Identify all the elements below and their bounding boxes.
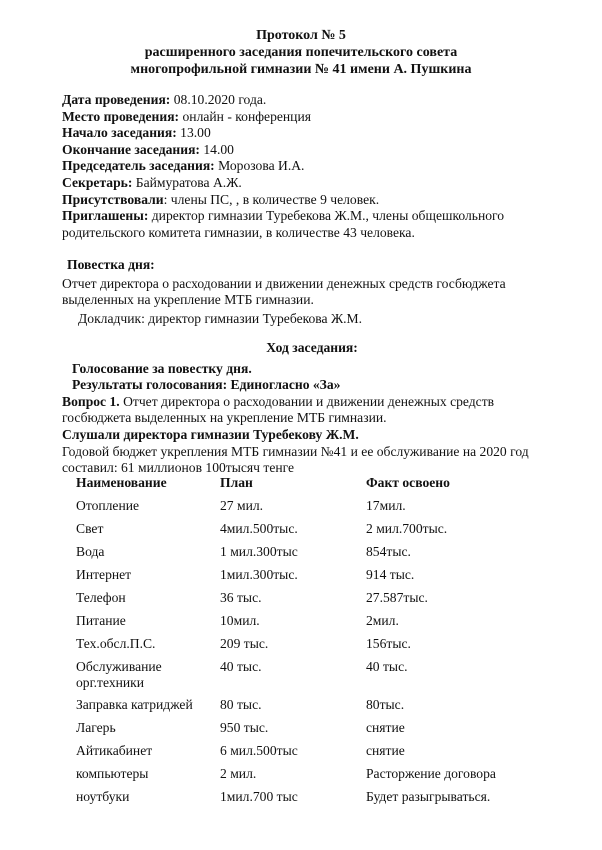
table-cell-name: Обслуживание орг.техники xyxy=(76,659,162,690)
meeting-start-value: 13.00 xyxy=(176,125,211,141)
table-cell-plan: 27 мил. xyxy=(220,498,264,513)
table-cell-fact: 2мил. xyxy=(366,613,399,628)
table-cell-name: Лагерь xyxy=(76,720,116,735)
table-row xyxy=(68,567,566,590)
table-row xyxy=(68,743,566,766)
vote-result: Результаты голосования: Единогласно «За» xyxy=(72,377,341,393)
table-cell-name: Интернет xyxy=(76,567,132,582)
meeting-date xyxy=(62,92,562,109)
table-cell-fact: 2 мил.700тыс. xyxy=(366,521,448,536)
table-cell-fact: 27.587тыс. xyxy=(366,590,428,605)
meeting-place-label: Место проведения: xyxy=(62,108,180,124)
table-cell-fact: 854тыс. xyxy=(366,544,411,559)
meeting-secretary xyxy=(62,175,562,192)
meeting-invited-value: директор гимназии Туребекова Ж.М., члены общешкольного родительского комитета гимназии, в количестве 43 человека. xyxy=(62,208,505,240)
table-row xyxy=(68,766,566,789)
budget-text: Годовой бюджет укрепления МТБ гимназии №41 и ее обслуживание на 2020 год составил: 61 миллионов 100тысяч тенге xyxy=(62,443,529,476)
table-cell-fact: снятие xyxy=(366,743,405,758)
table-cell-plan: 80 тыс. xyxy=(220,697,262,712)
table-cell-plan: 6 мил.500тыс xyxy=(220,743,298,758)
table-row xyxy=(68,590,566,613)
question-1 xyxy=(62,394,562,427)
meeting-end xyxy=(62,142,562,159)
agenda-text: Отчет директора о расходовании и движении денежных средств госбюджета выделенных на укрепление МТБ гимназии. xyxy=(62,275,506,308)
table-row xyxy=(68,613,566,636)
table-cell-fact: 17мил. xyxy=(366,498,406,513)
table-cell-name: Отопление xyxy=(76,498,140,513)
table-cell-plan: 2 мил. xyxy=(220,766,257,781)
table-cell-name: Айтикабинет xyxy=(76,743,153,758)
meeting-chair-label: Председатель заседания: xyxy=(62,158,215,174)
agenda-speaker: Докладчик: директор гимназии Туребекова Ж.М. xyxy=(78,310,363,326)
question-1-label: Вопрос 1. xyxy=(62,393,120,409)
meeting-end-label: Окончание заседания: xyxy=(62,141,200,157)
meeting-present xyxy=(62,192,562,209)
table-cell-name: Заправка катриджей xyxy=(76,697,193,712)
agenda-section xyxy=(62,257,562,327)
meeting-present-label: Присутствовали xyxy=(62,191,164,207)
meeting-present-value: : члены ПС, , в количестве 9 человек. xyxy=(163,191,380,207)
table-row xyxy=(68,636,566,659)
heard-speaker: Слушали директора гимназии Туребекову Ж.М. xyxy=(62,426,359,442)
table-cell-fact: 156тыс. xyxy=(366,636,411,651)
table-header-plan: План xyxy=(220,475,253,490)
table-cell-fact: 914 тыс. xyxy=(366,567,415,582)
table-cell-fact: Расторжение договора xyxy=(366,766,496,781)
table-cell-fact: Будет разыгрываться. xyxy=(366,789,491,804)
table-row xyxy=(68,659,566,697)
table-row xyxy=(68,720,566,743)
meeting-secretary-value: Баймуратова А.Ж. xyxy=(132,174,242,190)
meeting-invited-label: Приглашены: xyxy=(62,208,149,224)
document-title: Протокол № 5 xyxy=(256,28,346,43)
table-header-row xyxy=(68,475,566,498)
meeting-date-value: 08.10.2020 года. xyxy=(170,92,267,107)
table-cell-name: Свет xyxy=(76,521,104,536)
table-cell-name: ноутбуки xyxy=(76,789,130,804)
table-cell-plan: 1 мил.300тыс xyxy=(220,544,298,559)
question-1-text: Отчет директора о расходовании и движении денежных средств госбюджета выделенных на укрепление МТБ гимназии. xyxy=(62,393,495,426)
table-cell-plan: 10мил. xyxy=(220,613,260,628)
table-cell-fact: снятие xyxy=(366,720,405,735)
table-cell-plan: 209 тыс. xyxy=(220,636,269,651)
table-header-fact: Факт освоено xyxy=(366,475,450,490)
table-cell-fact: 80тыс. xyxy=(366,697,405,712)
table-cell-plan: 40 тыс. xyxy=(220,659,262,674)
table-cell-plan: 950 тыс. xyxy=(220,720,269,735)
table-cell-plan: 1мил.300тыс. xyxy=(220,567,298,582)
table-row xyxy=(68,544,566,567)
table-row xyxy=(68,498,566,521)
table-header-name: Наименование xyxy=(76,475,167,490)
table-cell-name: Тех.обсл.П.С. xyxy=(76,636,156,651)
meeting-place-value: онлайн - конференция xyxy=(179,108,311,124)
table-cell-name: Телефон xyxy=(76,590,126,605)
meeting-details xyxy=(62,92,562,241)
document-subtitle-line-2: многопрофильной гимназии № 41 имени А. Пушкина xyxy=(130,62,472,77)
table-cell-plan: 1мил.700 тыс xyxy=(220,789,298,804)
table-cell-name: Вода xyxy=(76,544,105,559)
table-row xyxy=(68,521,566,544)
document-subtitle-line-1: расширенного заседания попечительского совета xyxy=(144,45,458,60)
table-row xyxy=(68,697,566,720)
meeting-end-value: 14.00 xyxy=(199,141,234,157)
meeting-start xyxy=(62,125,562,142)
meeting-secretary-label: Секретарь: xyxy=(62,174,133,190)
table-cell-name: Питание xyxy=(76,613,126,628)
table-cell-name: компьютеры xyxy=(76,766,149,781)
table-cell-fact: 40 тыс. xyxy=(366,659,408,674)
meeting-chair-value: Морозова И.А. xyxy=(214,158,305,174)
meeting-course-section xyxy=(62,340,562,477)
agenda-heading: Повестка дня: xyxy=(67,257,155,272)
meeting-start-label: Начало заседания: xyxy=(62,125,177,141)
table-cell-plan: 36 тыс. xyxy=(220,590,262,605)
table-row xyxy=(68,789,566,812)
course-heading: Ход заседания: xyxy=(266,340,358,355)
meeting-chair xyxy=(62,158,562,175)
meeting-invited xyxy=(62,208,562,241)
vote-agenda: Голосование за повестку дня. xyxy=(72,360,252,376)
meeting-place xyxy=(62,109,562,126)
table-cell-plan: 4мил.500тыс. xyxy=(220,521,298,536)
meeting-date-label: Дата проведения: xyxy=(62,92,171,107)
budget-table xyxy=(68,475,566,812)
